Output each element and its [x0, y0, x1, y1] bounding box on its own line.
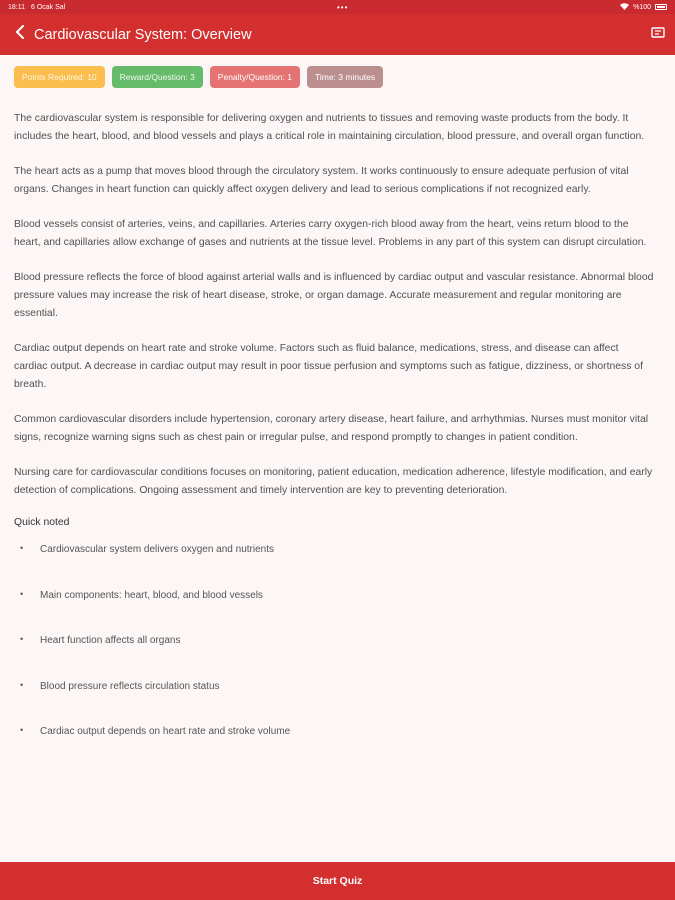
list-item [14, 722, 654, 768]
list-item [14, 631, 654, 677]
paragraph: The heart acts as a pump that moves blood through the circulatory system. It works continuously to ensure adequate perfusion of vital organs. Changes in heart function can quickly affect oxygen delivery and lead to serious complications if not recognized early. [14, 166, 629, 195]
wifi-icon [620, 3, 629, 12]
bullet-icon: • [20, 543, 24, 553]
multitask-dots[interactable]: ••• [336, 2, 349, 12]
app-bar [0, 14, 675, 55]
paragraph: Cardiac output depends on heart rate and stroke volume. Factors such as fluid balance, medications, stress, and disease can affect cardiac output. A decrease in cardiac output may result in poor tissue perfusion and symptoms such as fatigue, dizziness, or shortness of breath. [14, 343, 643, 390]
penalty-chip: Penalty/Question: 1 [210, 66, 300, 88]
bullet-icon: • [20, 634, 24, 644]
start-quiz-button[interactable] [0, 862, 675, 900]
note-text: Heart function affects all organs [40, 635, 181, 646]
time-chip: Time: 3 minutes [307, 66, 383, 88]
back-button[interactable] [2, 14, 38, 55]
status-time: 18:11 [8, 3, 25, 11]
bullet-icon: • [20, 725, 24, 735]
note-text: Cardiac output depends on heart rate and stroke volume [40, 726, 291, 737]
quiz-info-chips [14, 66, 383, 88]
quick-notes-list [14, 540, 654, 768]
paragraph: Blood pressure reflects the force of blood against arterial walls and is influenced by cardiac output and vascular resistance. Abnormal blood pressure values may increase the risk of heart disease, stroke, or organ damage. Accurate measurement and regular monitoring are essential. [14, 272, 654, 319]
note-text: Main components: heart, blood, and blood vessels [40, 589, 263, 601]
paragraph: Blood vessels consist of arteries, veins, and capillaries. Arteries carry oxygen-rich blood away from the heart, veins return blood to the heart, and capillaries allow exchange of gases and nutrients at the tissue level. Problems in any part of this system can disrupt circulation. [14, 219, 647, 248]
list-item [14, 677, 654, 723]
start-quiz-label: Start Quiz [312, 875, 363, 887]
battery-percent: %100 [633, 3, 651, 11]
bullet-icon: • [20, 588, 24, 599]
notes-button[interactable] [649, 26, 667, 44]
reward-chip: Reward/Question: 3 [112, 66, 203, 88]
paragraph: Nursing care for cardiovascular conditions focuses on monitoring, patient education, medication adherence, lifestyle modification, and early detection of complications. Ongoing assessment and timely intervention are key to preventing deterioration. [14, 467, 653, 496]
note-text: Cardiovascular system delivers oxygen and nutrients [40, 544, 274, 555]
list-item [14, 586, 654, 632]
list-item [14, 540, 654, 586]
paragraph: The cardiovascular system is responsible for delivering oxygen and nutrients to tissues and removing waste products from the body. It includes the heart, blood, and blood vessels and plays a critical role in maintaining circulation, blood pressure, and overall organ function. [14, 113, 645, 142]
back-arrow-icon [14, 25, 26, 44]
overview-content [14, 110, 654, 768]
status-date: 6 Ocak Sal [31, 3, 66, 11]
bullet-icon: • [20, 679, 24, 690]
status-bar [0, 0, 675, 14]
quick-notes-heading: Quick noted [14, 517, 70, 528]
paragraph: Common cardiovascular disorders include hypertension, coronary artery disease, heart failure, and arrhythmias. Nurses must monitor vital signs, recognize warning signs such as chest pain or irregular pulse, and respond promptly to changes in patient condition. [14, 414, 649, 443]
note-text: Blood pressure reflects circulation status [40, 680, 220, 692]
notes-icon [651, 26, 665, 44]
battery-icon [655, 4, 667, 10]
page-title: Cardiovascular System: Overview [34, 26, 252, 43]
points-required-chip: Points Required: 10 [14, 66, 105, 88]
